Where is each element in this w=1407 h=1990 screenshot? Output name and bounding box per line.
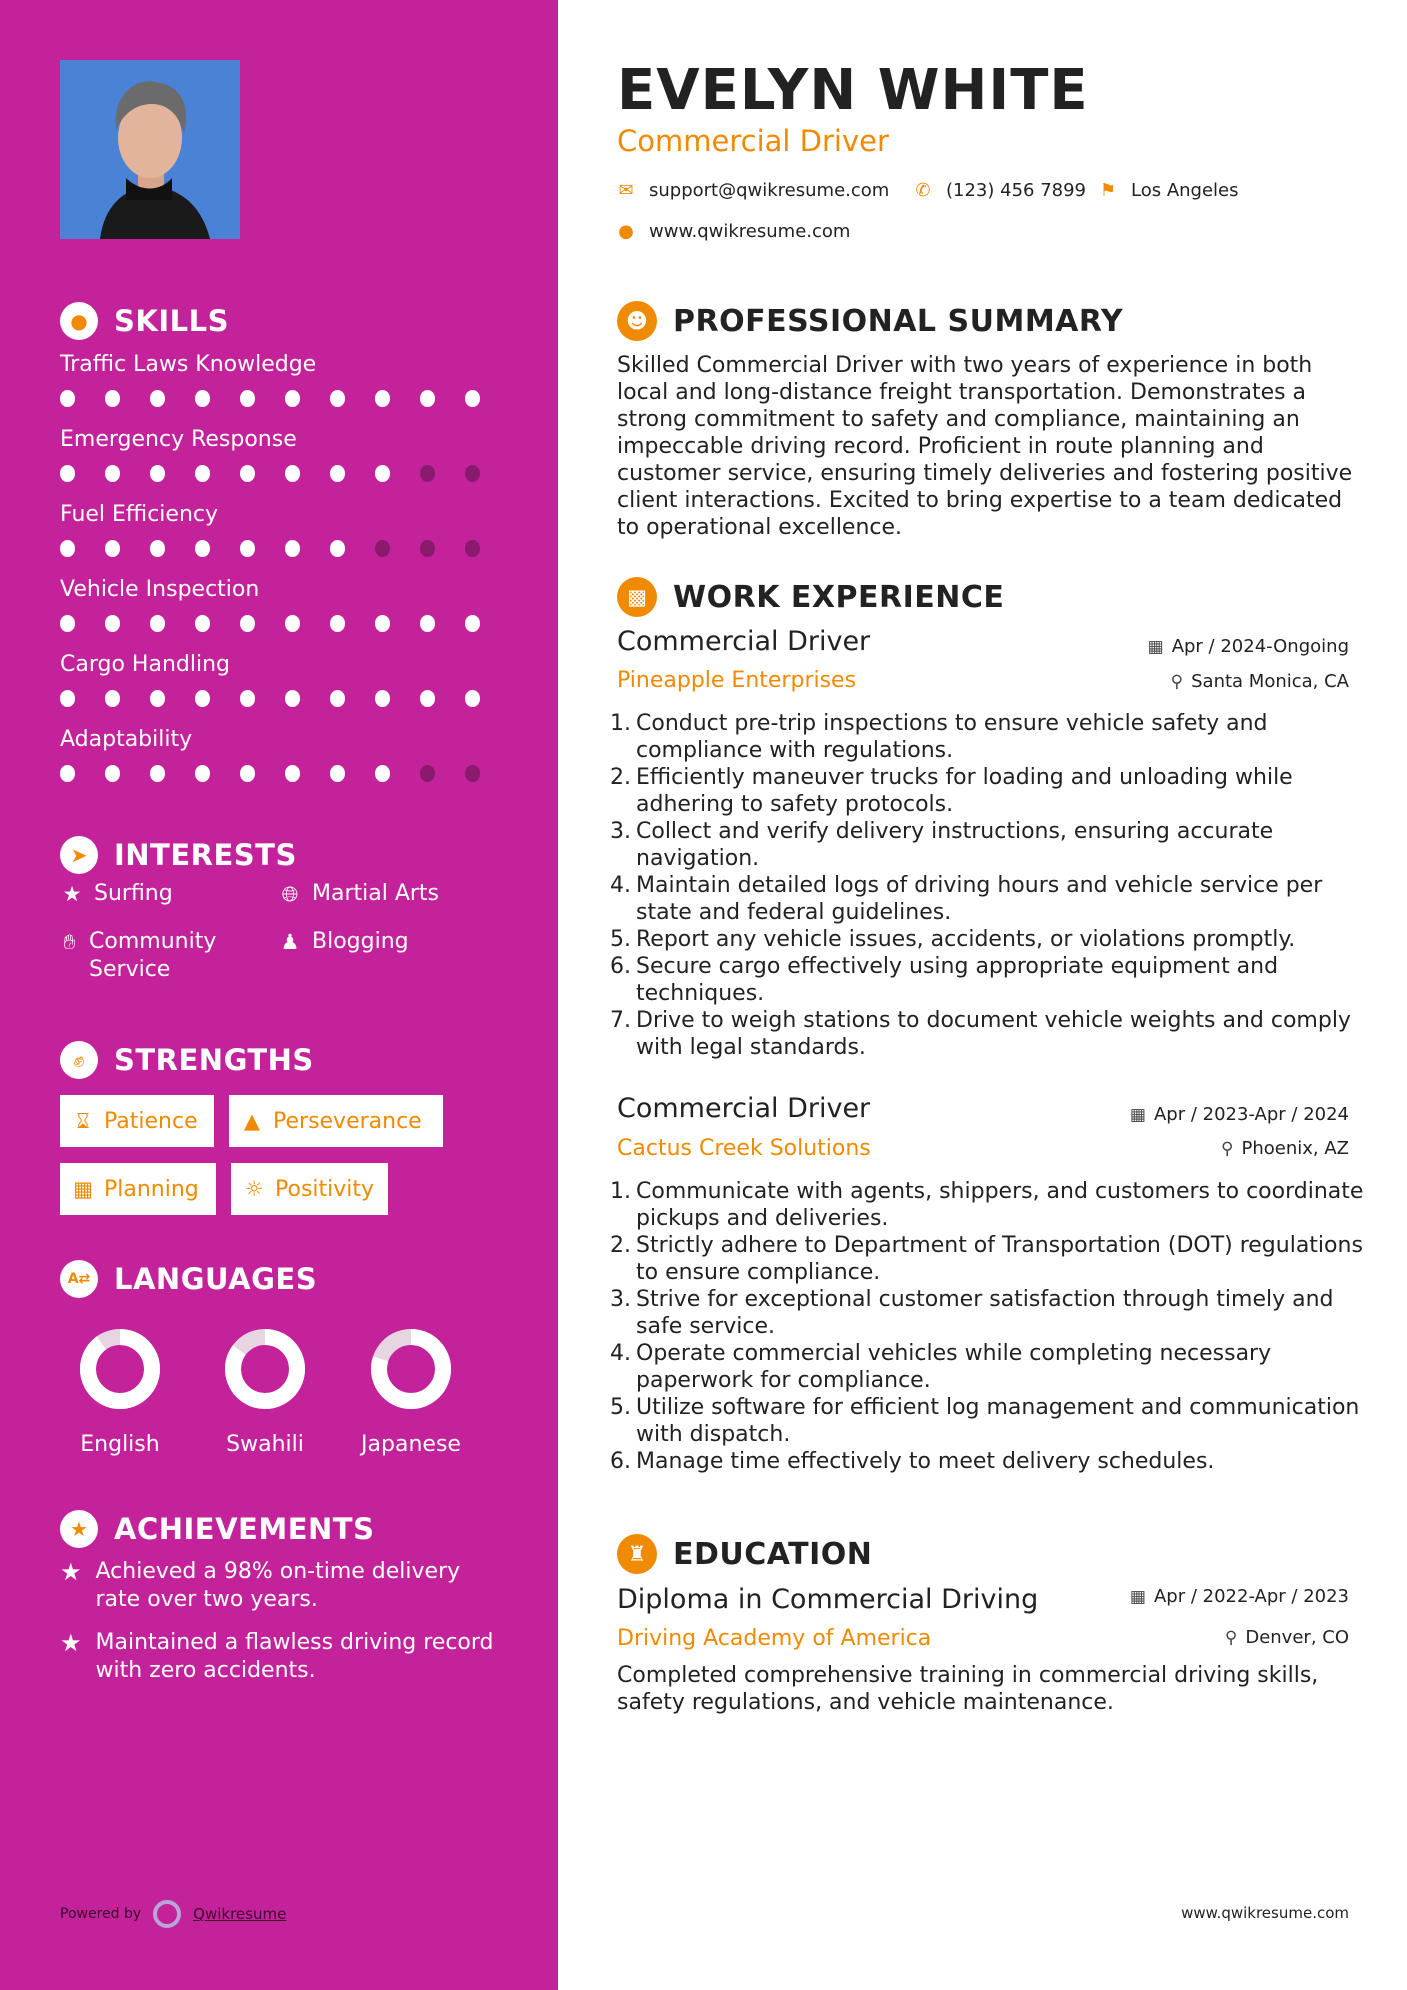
globe-icon: ● [618, 221, 634, 242]
rating-dot [330, 765, 345, 782]
rating-dot [285, 465, 300, 482]
star-badge-icon: ★ [60, 1510, 98, 1548]
duty-text: Communicate with agents, shippers, and customers to coordinate pickups and deliveries. [636, 1179, 1364, 1231]
skill-item [60, 350, 510, 407]
duty-item [610, 926, 1370, 953]
skill-item [60, 650, 510, 707]
skills-heading [60, 302, 229, 340]
lightbulb-icon: ● [60, 302, 98, 340]
summary-title: PROFESSIONAL SUMMARY [673, 303, 1124, 339]
education-dates [1130, 1586, 1349, 1607]
graduate-icon: ♜ [617, 1534, 657, 1574]
interest-item [278, 928, 409, 956]
duty-number: 3. [610, 1287, 631, 1312]
strengths-heading [60, 1041, 314, 1079]
duty-text: Operate commercial vehicles while completing necessary paperwork for compliance. [636, 1341, 1272, 1393]
skill-label: Fuel Efficiency [60, 502, 219, 527]
duty-number: 2. [610, 765, 631, 790]
user-icon: ☻ [617, 301, 657, 341]
education-dates-text: Apr / 2022-Apr / 2023 [1153, 1586, 1349, 1607]
rating-dot [285, 390, 300, 407]
location-text: Los Angeles [1131, 180, 1239, 201]
interest-label: Community Service [89, 929, 217, 982]
rating-dot [150, 615, 165, 632]
duty-item [610, 1007, 1370, 1061]
duty-item [610, 953, 1370, 1007]
duty-item [610, 1232, 1370, 1286]
rating-dot [60, 615, 75, 632]
rating-dot [330, 540, 345, 557]
rating-dot [465, 540, 480, 557]
shooting-star-icon: ★ [60, 1629, 82, 1657]
rating-dot [375, 765, 390, 782]
language-icon: A⇄ [60, 1260, 98, 1298]
rating-dot [195, 615, 210, 632]
duty-number: 4. [610, 873, 631, 898]
rating-dot [330, 390, 345, 407]
job-dates [1130, 1104, 1349, 1125]
duty-number: 3. [610, 819, 631, 844]
duty-number: 5. [610, 1395, 631, 1420]
education-school: Driving Academy of America [617, 1626, 932, 1651]
rating-dot [420, 540, 435, 557]
users-icon: ♟ [280, 930, 300, 954]
road-icon: ▲ [243, 1109, 261, 1133]
contact-email[interactable] [617, 180, 889, 201]
languages-heading [60, 1260, 317, 1298]
rating-dot [465, 690, 480, 707]
powered-by-label: Powered by [60, 1906, 142, 1922]
duty-item [610, 710, 1370, 764]
job-location-text: Santa Monica, CA [1191, 671, 1349, 692]
skill-rating [60, 465, 510, 482]
pushpin-icon: ⚲ [1224, 1627, 1238, 1648]
rating-dot [150, 390, 165, 407]
job-location-text: Phoenix, AZ [1241, 1138, 1349, 1159]
strength-label: Positivity [275, 1176, 375, 1202]
strength-badge [60, 1095, 214, 1147]
rating-dot [330, 465, 345, 482]
rating-dot [150, 540, 165, 557]
job-dates [1148, 636, 1349, 657]
education-location-text: Denver, CO [1245, 1627, 1349, 1648]
rating-dot [195, 690, 210, 707]
job-duties [610, 710, 1370, 1061]
language-item [346, 1326, 476, 1457]
achievement-text: Maintained a flawless driving record with zero accidents. [95, 1630, 494, 1683]
shooting-star-icon: ★ [60, 1558, 82, 1586]
skills-title: SKILLS [114, 304, 229, 338]
achievement-text: Achieved a 98% on-time delivery rate over two years. [95, 1559, 461, 1612]
education-location [1225, 1627, 1349, 1648]
skill-label: Cargo Handling [60, 652, 230, 677]
job-title: Commercial Driver [617, 626, 871, 657]
email-text: support@qwikresume.com [649, 180, 890, 201]
strength-label: Patience [104, 1108, 198, 1134]
education-degree: Diploma in Commercial Driving [617, 1584, 1039, 1615]
rating-dot [285, 690, 300, 707]
rating-dot [420, 765, 435, 782]
rating-dot [195, 390, 210, 407]
job-dates-text: Apr / 2024-Ongoing [1171, 636, 1349, 657]
summary-heading [617, 301, 1123, 341]
skill-rating [60, 540, 510, 557]
interest-item [278, 880, 439, 908]
rating-dot [420, 465, 435, 482]
rating-dot [375, 615, 390, 632]
duty-text: Drive to weigh stations to document vehicle weights and comply with legal standards. [636, 1008, 1351, 1060]
skill-item [60, 425, 510, 482]
rating-dot [465, 615, 480, 632]
strength-badge [229, 1095, 443, 1147]
duty-number: 5. [610, 927, 631, 952]
rating-dot [285, 540, 300, 557]
skill-label: Traffic Laws Knowledge [60, 352, 317, 377]
language-label: English [80, 1432, 160, 1457]
rating-dot [420, 690, 435, 707]
skill-rating [60, 615, 510, 632]
language-ring [222, 1326, 308, 1412]
sun-icon: ☼ [244, 1177, 264, 1201]
rating-dot [465, 465, 480, 482]
hourglass-icon: ⌛︎ [76, 1108, 90, 1133]
rating-dot [285, 615, 300, 632]
duty-number: 6. [610, 954, 631, 979]
rating-dot [240, 765, 255, 782]
rating-dot [60, 390, 75, 407]
duty-item [610, 1448, 1370, 1475]
duty-number: 7. [610, 1008, 631, 1033]
achievements-title: ACHIEVEMENTS [114, 1512, 375, 1546]
rating-dot [240, 465, 255, 482]
rating-dot [60, 540, 75, 557]
duty-text: Strive for exceptional customer satisfaction through timely and safe service. [636, 1287, 1334, 1339]
job-location [1221, 1138, 1349, 1159]
rating-dot [465, 765, 480, 782]
duty-item [610, 1178, 1370, 1232]
rating-dot [375, 390, 390, 407]
powered-by [60, 1900, 286, 1928]
map-pin-icon: ⚑ [1099, 180, 1117, 201]
education-title: EDUCATION [673, 1536, 873, 1572]
duty-item [610, 1340, 1370, 1394]
star-icon: ★ [62, 882, 82, 906]
website-text: www.qwikresume.com [649, 221, 851, 242]
rating-dot [330, 690, 345, 707]
fist-icon: ✊︎ [60, 1041, 98, 1079]
pushpin-icon: ⚲ [1221, 1138, 1234, 1159]
languages-title: LANGUAGES [114, 1262, 318, 1296]
interest-label: Martial Arts [312, 881, 440, 906]
skill-label: Emergency Response [60, 427, 297, 452]
rating-dot [105, 465, 120, 482]
strength-label: Planning [104, 1176, 199, 1202]
skill-label: Vehicle Inspection [60, 577, 260, 602]
achievement-item [60, 1629, 500, 1685]
rating-dot [105, 540, 120, 557]
rating-dot [195, 765, 210, 782]
interests-title: INTERESTS [114, 838, 297, 872]
duty-text: Efficiently maneuver trucks for loading and unloading while adhering to safety protocols. [636, 765, 1293, 817]
education-text: Completed comprehensive training in commercial driving skills, safety regulations, and vehicle maintenance. [617, 1663, 1319, 1715]
duty-number: 2. [610, 1233, 631, 1258]
duty-text: Manage time effectively to meet delivery schedules. [636, 1449, 1215, 1474]
job-location [1171, 671, 1349, 692]
job-title: Commercial Driver [617, 1093, 871, 1124]
ring-fill [88, 1337, 152, 1401]
rating-dot [375, 465, 390, 482]
rating-dot [150, 465, 165, 482]
duty-text: Collect and verify delivery instructions, ensuring accurate navigation. [636, 819, 1274, 871]
rating-dot [105, 390, 120, 407]
education-heading [617, 1534, 872, 1574]
interests-heading [60, 836, 297, 874]
job-duties [610, 1178, 1370, 1475]
skill-item [60, 725, 510, 782]
skill-rating [60, 765, 510, 782]
qwikresume-link[interactable]: Qwikresume [193, 1905, 287, 1923]
rating-dot [150, 690, 165, 707]
duty-number: 1. [610, 1179, 631, 1204]
rating-dot [195, 465, 210, 482]
paper-plane-icon: ➤ [60, 836, 98, 874]
footer-url[interactable]: www.qwikresume.com [1181, 1904, 1349, 1922]
candidate-name: EVELYN WHITE [617, 58, 1089, 123]
chair-icon: ▩ [617, 577, 657, 617]
rating-dot [420, 615, 435, 632]
duty-text: Report any vehicle issues, accidents, or violations promptly. [636, 927, 1296, 952]
summary-text: Skilled Commercial Driver with two years of experience in both local and long-distance freight transportation. Demonstrates a strong commitment to safety and compliance, maintaining an impeccable driving record. Proficient in route planning and customer service, ensuring timely deliveries and fostering positive client interactions. Excited to bring expertise to a team dedicated to operational excellence. [617, 353, 1353, 540]
language-item [200, 1326, 330, 1457]
rating-dot [240, 540, 255, 557]
candidate-title: Commercial Driver [617, 124, 889, 158]
duty-number: 1. [610, 711, 631, 736]
interest-label: Surfing [94, 881, 173, 906]
rating-dot [330, 615, 345, 632]
interest-item [60, 928, 260, 984]
calendar-icon: ▦ [1147, 636, 1164, 657]
job-company: Pineapple Enterprises [617, 668, 857, 693]
skill-rating [60, 690, 510, 707]
profile-photo [60, 60, 240, 239]
phone-text: (123) 456 7899 [946, 180, 1087, 201]
interest-label: Blogging [312, 929, 409, 954]
envelope-icon: ✉ [618, 180, 634, 201]
calendar-icon: ▦ [1129, 1104, 1146, 1125]
duty-text: Utilize software for efficient log management and communication with dispatch. [636, 1395, 1360, 1447]
rating-dot [105, 690, 120, 707]
rating-dot [375, 540, 390, 557]
duty-text: Maintain detailed logs of driving hours and vehicle service per state and federal guidelines. [636, 873, 1323, 925]
contact-phone[interactable] [914, 180, 1086, 201]
job-company: Cactus Creek Solutions [617, 1136, 871, 1161]
duty-item [610, 1394, 1370, 1448]
calendar-icon: ▦ [73, 1177, 93, 1201]
rating-dot [195, 540, 210, 557]
hand-icon: ✋︎ [63, 930, 76, 954]
duty-item [610, 872, 1370, 926]
contact-website[interactable] [617, 221, 850, 242]
achievement-item [60, 1558, 500, 1614]
language-ring [368, 1326, 454, 1412]
globe-icon: 🌐︎ [281, 882, 299, 906]
experience-heading [617, 577, 1004, 617]
duty-item [610, 818, 1370, 872]
rating-dot [105, 765, 120, 782]
rating-dot [465, 390, 480, 407]
duty-text: Secure cargo effectively using appropriate equipment and techniques. [636, 954, 1279, 1006]
language-item [55, 1326, 185, 1457]
rating-dot [375, 690, 390, 707]
contact-location [1099, 180, 1239, 201]
strengths-title: STRENGTHS [114, 1043, 314, 1077]
experience-title: WORK EXPERIENCE [673, 579, 1005, 615]
duty-number: 6. [610, 1449, 631, 1474]
rating-dot [150, 765, 165, 782]
language-ring [77, 1326, 163, 1412]
sidebar [0, 0, 558, 1990]
rating-dot [240, 390, 255, 407]
qwikresume-logo-icon [153, 1900, 181, 1928]
language-label: Japanese [361, 1432, 461, 1457]
rating-dot [60, 465, 75, 482]
duty-text: Strictly adhere to Department of Transportation (DOT) regulations to ensure compliance. [636, 1233, 1363, 1285]
calendar-icon: ▦ [1129, 1586, 1146, 1607]
phone-icon: ✆ [915, 180, 931, 201]
pushpin-icon: ⚲ [1170, 671, 1184, 692]
skill-item [60, 500, 510, 557]
skill-rating [60, 390, 510, 407]
duty-item [610, 764, 1370, 818]
rating-dot [420, 390, 435, 407]
skill-label: Adaptability [60, 727, 193, 752]
duty-number: 4. [610, 1341, 631, 1366]
skill-item [60, 575, 510, 632]
duty-item [610, 1286, 1370, 1340]
achievements-heading [60, 1510, 374, 1548]
rating-dot [240, 690, 255, 707]
rating-dot [60, 765, 75, 782]
rating-dot [240, 615, 255, 632]
language-label: Swahili [226, 1432, 304, 1457]
strength-badge [231, 1163, 388, 1215]
strength-badge [60, 1163, 216, 1215]
job-dates-text: Apr / 2023-Apr / 2024 [1153, 1104, 1349, 1125]
rating-dot [285, 765, 300, 782]
duty-text: Conduct pre-trip inspections to ensure vehicle safety and compliance with regulations. [636, 711, 1268, 763]
rating-dot [105, 615, 120, 632]
rating-dot [60, 690, 75, 707]
interest-item [60, 880, 173, 908]
strength-label: Perseverance [273, 1108, 422, 1134]
